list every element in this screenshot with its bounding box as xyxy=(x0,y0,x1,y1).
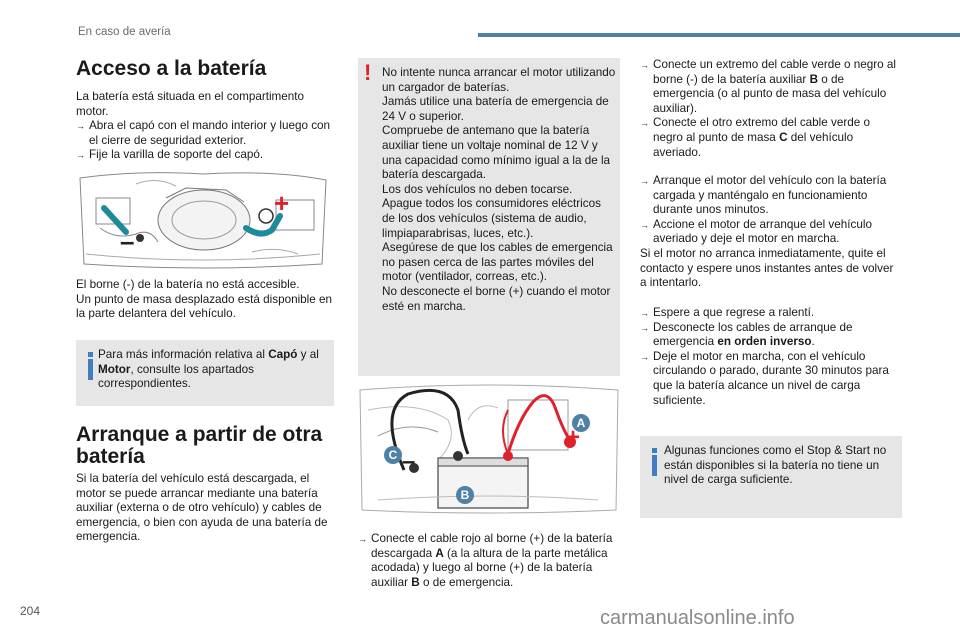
plus-sign: + xyxy=(566,424,581,451)
list-item: → Accione el motor de arranque del vehículo averiado y deje el motor en marcha. xyxy=(640,217,872,246)
info-icon xyxy=(88,352,93,380)
arrow-icon: → xyxy=(358,534,367,544)
page-number: 204 xyxy=(20,604,41,618)
col1-ground-text: El borne (-) de la batería no está accesible. Un punto de masa desplazado está disponible en la parte delantera del vehículo. xyxy=(76,278,333,321)
list-item: → Desconecte los cables de arranque de emergencia en orden inverso. xyxy=(640,320,853,349)
arrow-icon: → xyxy=(640,308,649,318)
col1-intro xyxy=(76,90,334,163)
list-item: → Conecte el otro extremo del cable verde o negro al punto de masa C del vehículo averiado. xyxy=(640,116,870,159)
list-item: → Abra el capó con el mando interior y luego con el cierre de seguridad exterior. xyxy=(76,119,331,147)
col3-p1: Si el motor no arranca inmediatamente, quite el contacto y espere unos instantes antes de volver a intentarlo. xyxy=(640,246,894,290)
arrow-icon: → xyxy=(640,118,649,129)
jump-start-illustration xyxy=(358,380,620,516)
arrow-icon: → xyxy=(640,219,649,230)
watermark: carmanualsonline.info xyxy=(600,607,795,629)
list-item: → Arranque el motor del vehículo con la batería cargada y manténgalo en funcionamiento durante unos minutos. xyxy=(640,174,887,217)
arrow-icon: → xyxy=(76,150,85,161)
engine-drawing xyxy=(76,168,330,272)
col3-list-2 xyxy=(640,174,902,291)
section-header: En caso de avería xyxy=(78,26,171,38)
engine-bay-illustration xyxy=(76,168,330,272)
info-box-stop-start: Algunas funciones como el Stop & Start no están disponibles si la batería no tiene un nivel de carga suficiente. xyxy=(640,436,902,518)
arrow-icon: → xyxy=(640,351,649,362)
col1-p3: Si la batería del vehículo está descargada, el motor se puede arrancar mediante una batería auxiliar (externa o de otro vehículo) y cables de emergencia, o bien con ayuda de una batería de emergencia. xyxy=(76,472,328,544)
list-item: → Conecte el cable rojo al borne (+) de la batería descargada A (a la altura de la parte metálica acodada) y luego al borne (+) de la batería auxiliar B o de emergencia. xyxy=(358,532,613,589)
title-arranque: Arranque a partir de otra batería xyxy=(76,423,323,468)
warning-box xyxy=(358,58,620,376)
minus-sign: – xyxy=(120,226,135,256)
header-bar xyxy=(478,33,960,37)
list-item: → Deje el motor en marcha, con el vehículo circulando o parado, durante 30 minutos para que la batería alcance un nivel de carga suficiente. xyxy=(640,349,889,407)
list-item: → Conecte un extremo del cable verde o negro al borne (-) de la batería auxiliar B o de emergencia (o al punto de masa del vehículo auxiliar). xyxy=(640,58,896,115)
plus-sign: + xyxy=(274,188,290,218)
label-c: C xyxy=(384,446,402,464)
arrow-icon: → xyxy=(640,322,649,333)
list-item: → Espere a que regrese a ralentí. xyxy=(640,306,815,319)
col2-list xyxy=(358,532,620,590)
arrow-icon: → xyxy=(76,121,85,132)
col3-list-3 xyxy=(640,306,902,408)
label-b: B xyxy=(456,486,474,504)
list-item: → Fije la varilla de soporte del capó. xyxy=(76,148,264,162)
info-icon xyxy=(652,448,657,476)
warning-icon: ! xyxy=(364,60,372,85)
col3-list-1 xyxy=(640,58,902,160)
title-acceso-bateria: Acceso a la batería xyxy=(76,57,267,80)
label-a: A xyxy=(572,414,590,432)
col1-p1: La batería está situada en el compartimento motor. xyxy=(76,90,305,118)
arrow-icon: → xyxy=(640,60,649,70)
info-box-capo: Para más información relativa al Capó y al Motor, consulte los apartados correspondientes. xyxy=(76,340,334,406)
warning-text: No intente nunca arrancar el motor utilizando un cargador de baterías. Jamás utilice una batería de emergencia de 24 V o superior. Compruebe de antemano que la batería auxiliar tiene un voltaje nominal de 12 V y una capacidad como mínimo igual a la de la batería descargada. Los dos vehículos no deben tocarse. Apague todos los consumidores eléctricos de los dos vehículos (sistema de audio, limpiaparabrisas, luces, etc.). Asegúrese de que los cables de emergencia no pasen cerca de las partes móviles del motor (ventilador, correas, etc.). No desconecte el borne (+) cuando el motor esté en marcha. xyxy=(382,66,616,313)
arrow-icon: → xyxy=(640,176,649,186)
minus-sign: – xyxy=(402,448,416,475)
